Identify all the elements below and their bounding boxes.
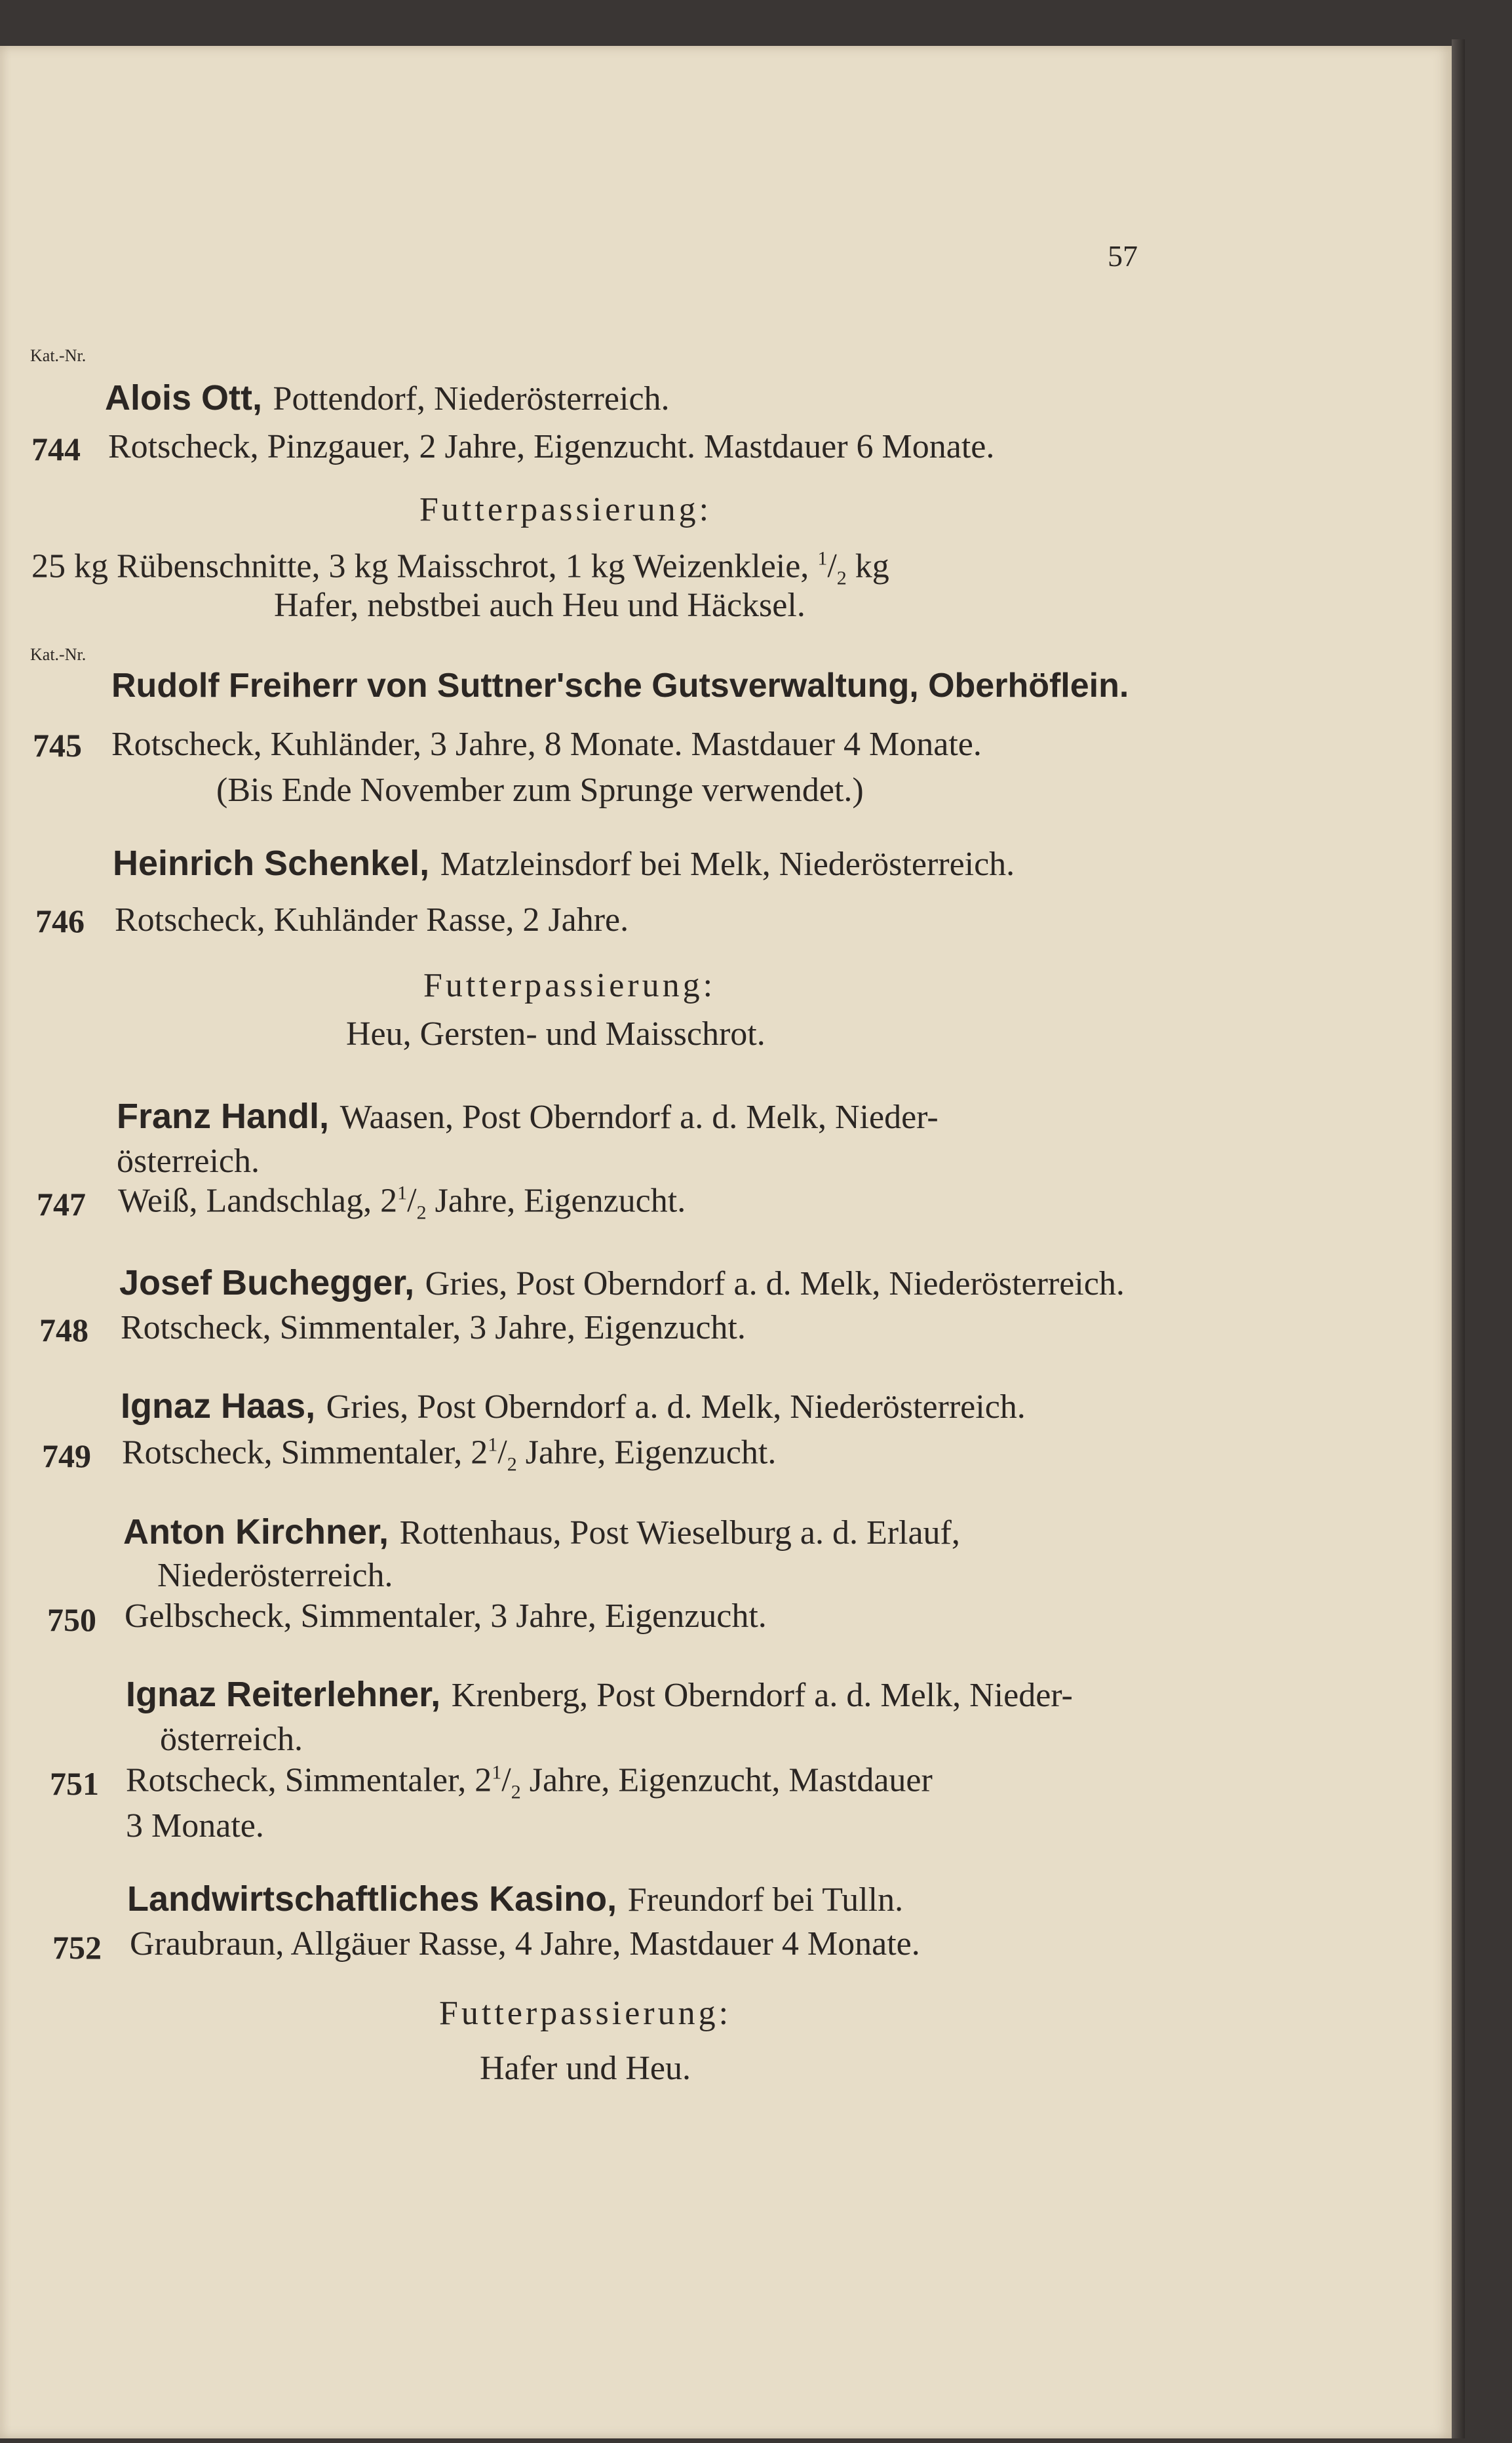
owner-name: Josef Buchegger, (119, 1263, 415, 1302)
feed-line (31, 549, 889, 589)
entry-description: Graubraun, Allgäuer Rasse, 4 Jahre, Mastdauer 4 Monate. (130, 1925, 920, 1963)
fraction: $^1/_2$ (397, 1182, 427, 1224)
owner-name: Heinrich Schenkel, (113, 844, 430, 883)
description-text: Jahre, Eigenzucht. (525, 1434, 777, 1472)
entry-description: (Bis Ende November zum Sprunge verwendet.) (216, 772, 864, 809)
owner-place-continued: österreich. (160, 1721, 303, 1758)
fraction-denominator: 2 (836, 567, 847, 589)
owner-place-continued: österreich. (117, 1143, 260, 1180)
entry-description (118, 1184, 686, 1223)
fraction: $^1/_2$ (492, 1761, 521, 1803)
entry-description (126, 1763, 933, 1803)
owner-place: Gries, Post Oberndorf a. d. Melk, Niederösterreich. (326, 1388, 1026, 1426)
feed-text-unit: kg (855, 547, 889, 585)
page-number: 57 (1108, 239, 1138, 273)
owner-name: Alois Ott, (105, 378, 262, 418)
description-text: Rotscheck, Simmentaler, 2 (122, 1434, 488, 1472)
owner-place: Rottenhaus, Post Wieselburg a. d. Erlauf, (399, 1514, 960, 1552)
owner-line (117, 1099, 939, 1135)
owner-line (119, 1265, 1125, 1301)
catalog-number: 748 (39, 1312, 88, 1348)
catalog-number: 746 (35, 903, 85, 939)
owner-name: Ignaz Reiterlehner, (126, 1675, 441, 1714)
description-text: Jahre, Eigenzucht, Mastdauer (529, 1761, 933, 1799)
fraction-numerator: 1 (488, 1434, 498, 1456)
owner-line (126, 1677, 1073, 1713)
owner-line (123, 1514, 960, 1550)
owner-place: Gries, Post Oberndorf a. d. Melk, Niederösterreich. (425, 1265, 1125, 1302)
owner-place-continued: Niederösterreich. (157, 1557, 393, 1594)
entry-description: 3 Monate. (126, 1807, 264, 1845)
feed-line: Hafer, nebstbei auch Heu und Häcksel. (274, 587, 805, 624)
feed-heading: Futterpassierung: (419, 491, 712, 528)
owner-place: Pottendorf, Niederösterreich. (273, 380, 670, 418)
book-edge (1452, 39, 1465, 2438)
katnr-label: Kat.-Nr. (30, 346, 87, 365)
catalog-number: 745 (33, 727, 82, 764)
owner-name: Anton Kirchner, (123, 1512, 389, 1552)
owner-name: Ignaz Haas, (121, 1386, 316, 1426)
fraction-denominator: 2 (507, 1453, 517, 1476)
feed-heading: Futterpassierung: (439, 1995, 732, 2032)
entry-description: Rotscheck, Kuhländer Rasse, 2 Jahre. (115, 901, 629, 939)
catalog-number: 750 (47, 1601, 96, 1638)
katnr-label: Kat.-Nr. (30, 645, 87, 664)
owner-name: Rudolf Freiherr von Suttner'sche Gutsverwaltung, Oberhöflein. (111, 667, 1129, 705)
fraction: $^1/_2$ (817, 547, 847, 589)
owner-line (127, 1881, 903, 1917)
owner-place: Waasen, Post Oberndorf a. d. Melk, Nieder- (339, 1099, 939, 1136)
entry-description: Gelbscheck, Simmentaler, 3 Jahre, Eigenzucht. (125, 1597, 767, 1635)
entry-description (122, 1436, 776, 1475)
fraction-denominator: 2 (416, 1202, 427, 1224)
owner-line (121, 1388, 1026, 1424)
catalog-number: 749 (42, 1437, 91, 1474)
entry-description: Rotscheck, Kuhländer, 3 Jahre, 8 Monate. Mastdauer 4 Monate. (111, 726, 982, 763)
fraction-numerator: 1 (492, 1762, 502, 1784)
fraction-denominator: 2 (511, 1781, 521, 1803)
feed-heading: Futterpassierung: (423, 967, 716, 1004)
entry-description: Rotscheck, Pinzgauer, 2 Jahre, Eigenzucht. Mastdauer 6 Monate. (108, 428, 995, 465)
owner-place: Krenberg, Post Oberndorf a. d. Melk, Nieder- (451, 1677, 1073, 1714)
catalog-number: 751 (50, 1765, 99, 1802)
owner-line (105, 380, 670, 416)
fraction-numerator: 1 (817, 548, 828, 570)
feed-line: Hafer und Heu. (480, 2050, 691, 2087)
feed-line: Heu, Gersten- und Maisschrot. (346, 1015, 766, 1053)
feed-text: 25 kg Rübenschnitte, 3 kg Maisschrot, 1 kg Weizenkleie, (31, 547, 809, 585)
owner-name: Landwirtschaftliches Kasino, (127, 1879, 617, 1919)
description-text: Jahre, Eigenzucht. (435, 1182, 686, 1220)
fraction: $^1/_2$ (488, 1434, 517, 1476)
owner-line (113, 846, 1015, 882)
owner-place: Matzleinsdorf bei Melk, Niederösterreich. (440, 846, 1015, 883)
entry-description: Rotscheck, Simmentaler, 3 Jahre, Eigenzucht. (121, 1309, 746, 1346)
description-text: Weiß, Landschlag, 2 (118, 1182, 398, 1220)
description-text: Rotscheck, Simmentaler, 2 (126, 1761, 492, 1799)
owner-name: Franz Handl, (117, 1097, 330, 1136)
owner-place: Freundorf bei Tulln. (627, 1881, 904, 1919)
catalog-number: 747 (37, 1186, 86, 1222)
fraction-numerator: 1 (397, 1182, 408, 1204)
catalog-number: 752 (52, 1929, 102, 1966)
catalog-number: 744 (31, 431, 81, 467)
